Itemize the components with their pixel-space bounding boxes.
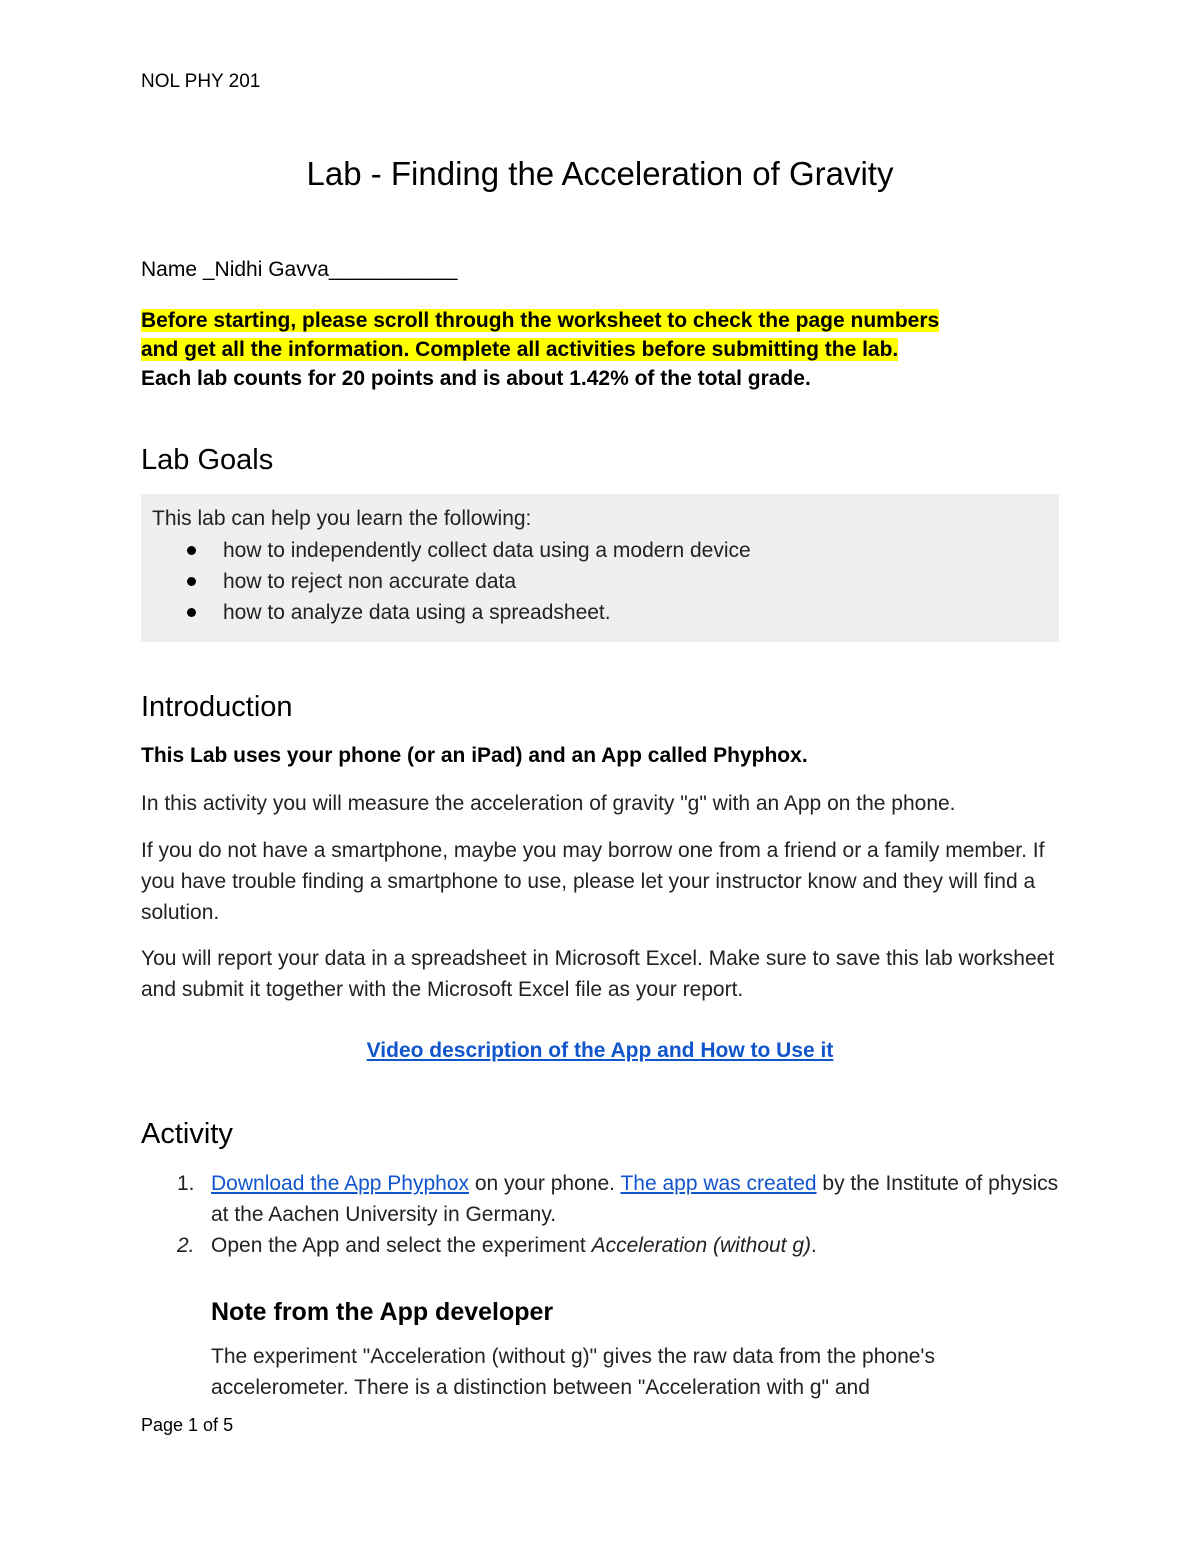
page-header: NOL PHY 201 <box>141 71 261 92</box>
page-title: Lab - Finding the Acceleration of Gravity <box>306 155 894 192</box>
notice-points-line: Each lab counts for 20 points and is about 1.42% of the total grade. <box>141 367 811 390</box>
list-item: how to independently collect data using a modern device <box>183 537 751 568</box>
activity-step-2: 2. Open the App and select the experiment Acceleration (without g). <box>141 1230 1061 1261</box>
page-number: Page 1 of 5 <box>141 1415 234 1435</box>
bullet-icon <box>187 608 196 617</box>
introduction-heading: Introduction <box>141 691 293 723</box>
bullet-icon <box>187 546 196 555</box>
list-item: how to analyze data using a spreadsheet. <box>183 599 751 630</box>
developer-note-heading: Note from the App developer <box>211 1298 554 1326</box>
download-phyphox-link[interactable]: Download the App Phyphox <box>211 1172 470 1195</box>
lab-goals-list <box>183 537 751 630</box>
experiment-name: Acceleration (without g) <box>591 1234 812 1257</box>
intro-paragraph-2: If you do not have a smartphone, maybe you may borrow one from a friend or a family member. If you have trouble finding a smartphone to use, please let your instructor know and they will find a solution. <box>141 839 1045 924</box>
lab-goals-heading: Lab Goals <box>141 444 274 476</box>
lab-goals-intro: This lab can help you learn the following: <box>152 507 532 530</box>
intro-paragraph-1: In this activity you will measure the acceleration of gravity "g" with an App on the phone. <box>141 792 956 815</box>
list-item: how to reject non accurate data <box>183 568 751 599</box>
activity-step-1: 1. Download the App Phyphox on your phone. The app was created by the Institute of physics at the Aachen University in Germany. <box>141 1168 1061 1230</box>
instructions-notice <box>141 306 1061 393</box>
intro-paragraph-3: You will report your data in a spreadsheet in Microsoft Excel. Make sure to save this lab worksheet and submit it together with the Microsoft Excel file as your report. <box>141 947 1055 1001</box>
activity-steps <box>141 1168 1061 1261</box>
student-name-line: Name _Nidhi Gavva___________ <box>141 258 458 281</box>
step-number: 2. <box>177 1234 195 1257</box>
developer-note-text: The experiment "Acceleration (without g)" gives the raw data from the phone's accelerometer. There is a distinction between "Acceleration with g" and <box>211 1345 935 1399</box>
notice-highlight-line-2: and get all the information. Complete all activities before submitting the lab. <box>141 338 899 361</box>
activity-heading: Activity <box>141 1118 233 1150</box>
app-creator-link[interactable]: The app was created <box>620 1172 817 1195</box>
step-number: 1. <box>177 1172 195 1195</box>
video-description-link[interactable]: Video description of the App and How to Use it <box>366 1039 834 1062</box>
bullet-icon <box>187 577 196 586</box>
notice-highlight-line-1: Before starting, please scroll through the worksheet to check the page numbers <box>141 309 940 332</box>
intro-bold-line: This Lab uses your phone (or an iPad) and an App called Phyphox. <box>141 744 808 767</box>
